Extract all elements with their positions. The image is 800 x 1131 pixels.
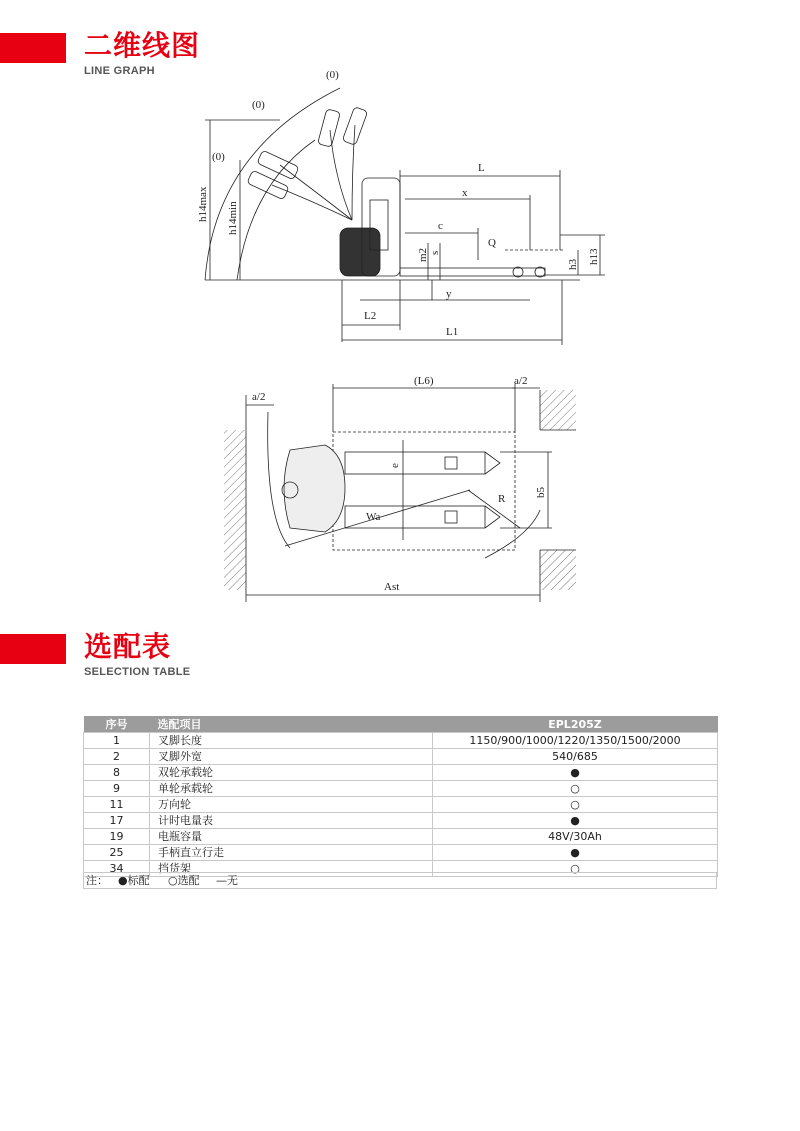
note-none: —无: [216, 874, 238, 887]
section-subtitle-line-graph: LINE GRAPH: [84, 65, 155, 77]
row-index: 25: [84, 845, 150, 861]
header-index: 序号: [84, 716, 150, 733]
side-view-diagram: [0, 0, 800, 360]
dim-label-c: c: [438, 220, 443, 232]
dim-label-h14min: h14min: [227, 201, 239, 235]
row-index: 19: [84, 829, 150, 845]
dim-label-Q: Q: [488, 237, 496, 249]
row-index: 9: [84, 781, 150, 797]
dim-label-a2-left: a/2: [252, 391, 266, 403]
row-item: 万向轮: [150, 797, 433, 813]
angle-label-1: (0): [326, 69, 339, 81]
row-value: ●: [433, 765, 718, 781]
row-item: 叉脚外宽: [150, 749, 433, 765]
table-note: [83, 872, 717, 889]
section-subtitle-selection: SELECTION TABLE: [84, 666, 191, 678]
row-item: 单轮承载轮: [150, 781, 433, 797]
row-item: 双轮承载轮: [150, 765, 433, 781]
header-model: EPL205Z: [433, 716, 718, 733]
row-index: 17: [84, 813, 150, 829]
row-value: 540/685: [433, 749, 718, 765]
dim-label-R: R: [498, 493, 506, 505]
top-view-diagram: [0, 360, 800, 610]
row-index: 11: [84, 797, 150, 813]
row-index: 34: [84, 861, 150, 877]
table-row: [84, 733, 718, 749]
dim-label-L2: L2: [364, 310, 377, 322]
dim-label-a2-right: a/2: [514, 375, 528, 387]
row-value: 48V/30Ah: [433, 829, 718, 845]
angle-label-2: (0): [252, 99, 265, 111]
dim-label-Wa: Wa: [366, 511, 381, 523]
row-item: 电瓶容量: [150, 829, 433, 845]
row-item: 叉脚长度: [150, 733, 433, 749]
note-prefix: 注：: [86, 874, 108, 887]
row-value: 1150/900/1000/1220/1350/1500/2000: [433, 733, 718, 749]
row-index: 1: [84, 733, 150, 749]
table-row: [84, 749, 718, 765]
dim-label-m2: m2: [417, 247, 429, 262]
section-title-selection: 选配表: [84, 630, 172, 663]
row-value: ●: [433, 813, 718, 829]
dim-label-e: e: [389, 463, 401, 468]
dim-label-L: L: [478, 162, 485, 174]
dim-label-s: s: [429, 250, 441, 255]
dim-label-y: y: [446, 288, 452, 300]
note-standard: ●标配: [118, 874, 150, 887]
dim-label-h14max: h14max: [197, 186, 209, 222]
row-value: ○: [433, 797, 718, 813]
table-row: [84, 765, 718, 781]
row-item: 手柄直立行走: [150, 845, 433, 861]
dim-label-L1: L1: [446, 326, 459, 338]
selection-table: [83, 716, 718, 877]
section-accent-bar: [0, 634, 66, 664]
row-value: ○: [433, 861, 718, 877]
table-row: [84, 845, 718, 861]
note-optional: ○选配: [168, 874, 200, 887]
dim-label-h3: h3: [567, 259, 579, 270]
row-index: 2: [84, 749, 150, 765]
row-item: 挡货架: [150, 861, 433, 877]
row-item: 计时电量表: [150, 813, 433, 829]
table-header-row: [84, 716, 718, 733]
row-value: ○: [433, 781, 718, 797]
header-item: 选配项目: [150, 716, 433, 733]
angle-label-3: (0): [212, 151, 225, 163]
dim-label-L6: (L6): [414, 375, 434, 387]
table-row: [84, 797, 718, 813]
table-row: [84, 781, 718, 797]
dim-label-h13: h13: [588, 248, 600, 265]
dim-label-b5: b5: [535, 487, 547, 498]
row-index: 8: [84, 765, 150, 781]
dim-label-Ast: Ast: [384, 581, 400, 593]
table-row: [84, 829, 718, 845]
row-value: ●: [433, 845, 718, 861]
table-row: [84, 813, 718, 829]
dim-label-x: x: [462, 187, 468, 199]
section-title-line-graph: 二维线图: [84, 29, 201, 62]
